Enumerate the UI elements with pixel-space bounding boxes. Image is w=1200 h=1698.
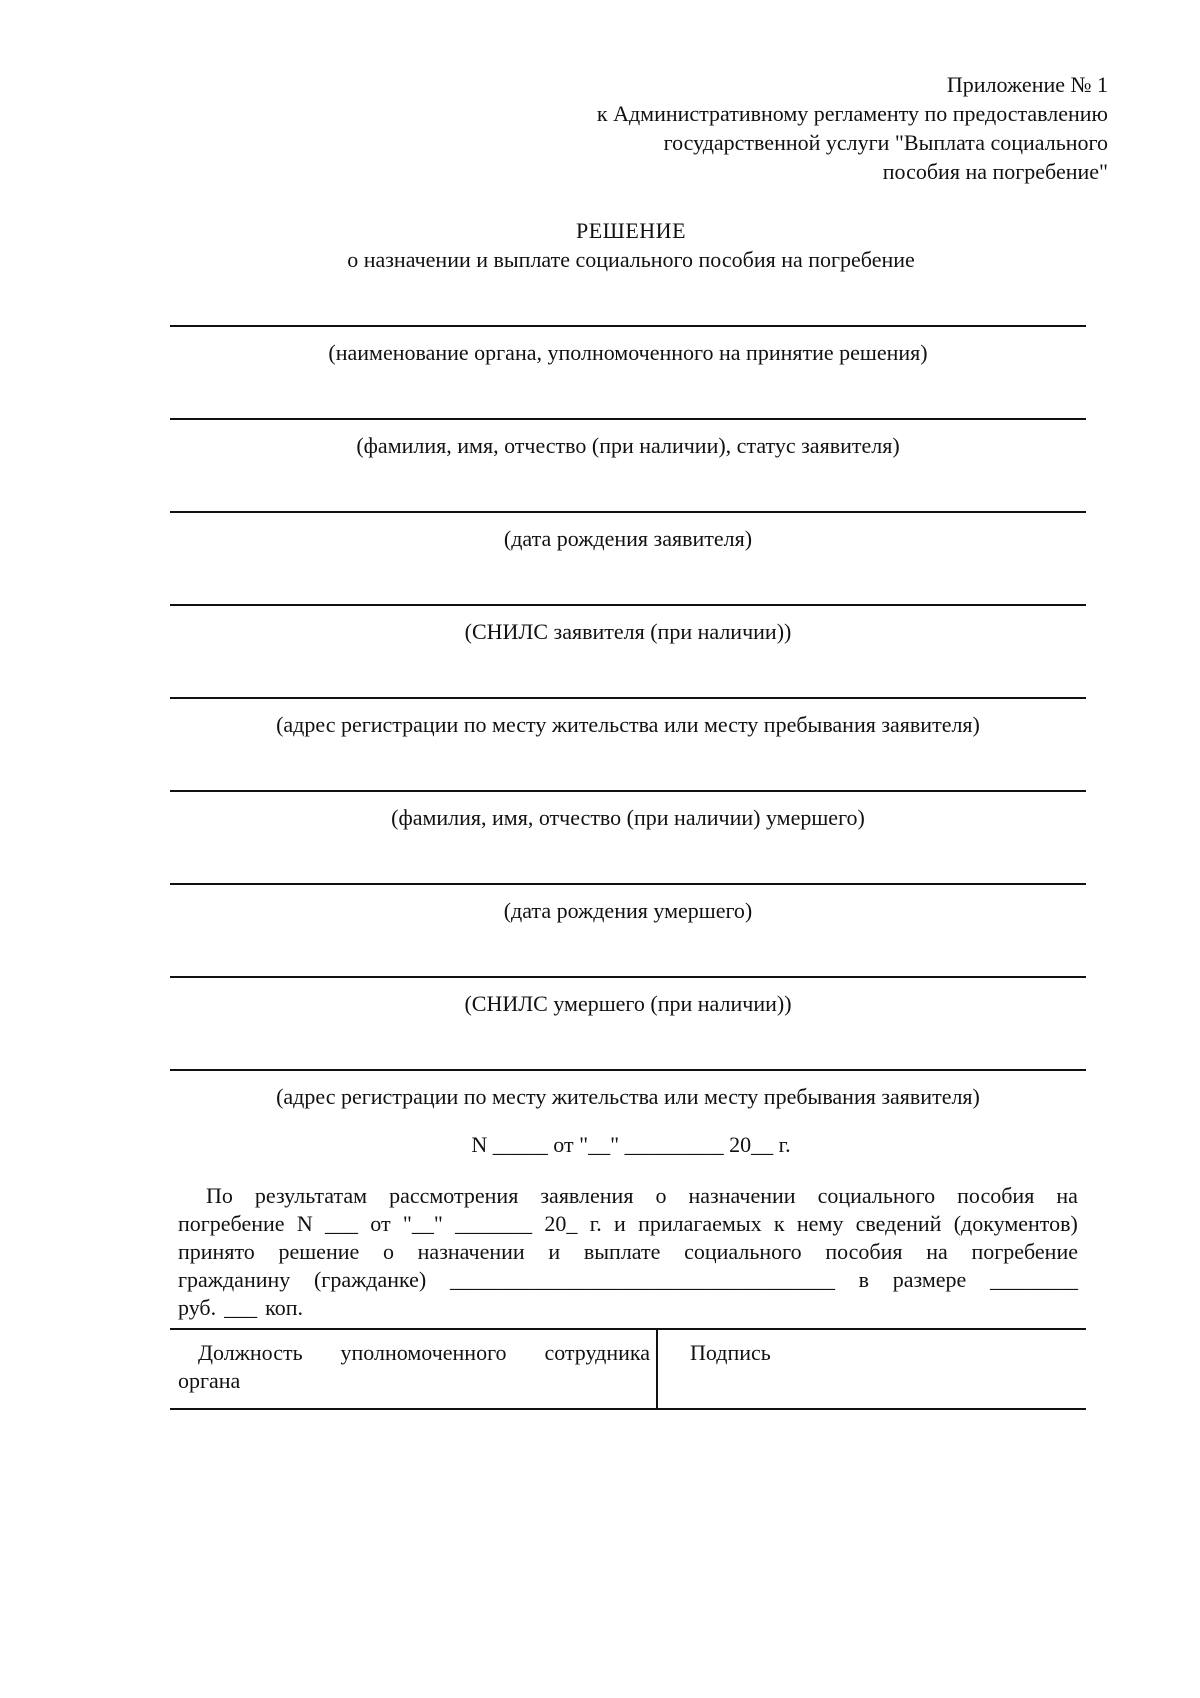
field-registration-address[interactable] xyxy=(170,1069,1086,1110)
fill-in-line[interactable] xyxy=(170,883,1086,885)
field-caption: (адрес регистрации по месту жительства или месту пребывания заявителя) xyxy=(276,1084,980,1109)
recipient-blank[interactable]: ___________________________________ xyxy=(449,1267,835,1292)
field-deceased-snils[interactable] xyxy=(170,976,1086,1017)
document-subtitle: о назначении и выплате социального пособия на погребение xyxy=(347,247,915,272)
appendix-line-4: пособия на погребение" xyxy=(882,159,1108,184)
position-cell[interactable] xyxy=(170,1330,658,1408)
fill-in-line[interactable] xyxy=(170,604,1086,606)
fill-in-line[interactable] xyxy=(170,418,1086,420)
amount-blank[interactable]: ________ xyxy=(990,1267,1078,1292)
field-caption: (СНИЛС умершего (при наличии)) xyxy=(464,991,792,1016)
appendix-line-3: государственной услуги "Выплата социального xyxy=(663,130,1108,155)
field-deceased-name[interactable] xyxy=(170,790,1086,831)
fill-in-line[interactable] xyxy=(170,976,1086,978)
field-caption: (дата рождения заявителя) xyxy=(503,526,753,551)
appendix-line-2: к Административному регламенту по предоставлению xyxy=(596,101,1108,126)
field-applicant-name-status[interactable] xyxy=(170,418,1086,459)
body-line: принято решение о назначении и выплате социального пособия на погребение xyxy=(178,1239,1078,1264)
field-deceased-birth-date[interactable] xyxy=(170,883,1086,924)
field-caption: (фамилия, имя, отчество (при наличии), статус заявителя) xyxy=(356,433,900,458)
kopecks-blank[interactable]: ___ xyxy=(224,1295,258,1320)
field-authority-name[interactable] xyxy=(170,325,1086,366)
position-label-line-2: органа xyxy=(178,1368,241,1393)
body-line: По результатам рассмотрения заявления о назначении социального пособия на xyxy=(206,1183,1078,1208)
body-line: гражданину (гражданке) ___________________________________ в размере ________ xyxy=(178,1267,1078,1292)
field-applicant-snils[interactable] xyxy=(170,604,1086,645)
fill-in-line[interactable] xyxy=(170,1069,1086,1071)
fill-in-line[interactable] xyxy=(170,325,1086,327)
signature-label[interactable]: Подпись xyxy=(690,1340,771,1365)
field-applicant-birth-date[interactable] xyxy=(170,511,1086,552)
fill-in-line[interactable] xyxy=(170,790,1086,792)
appendix-number: Приложение № 1 xyxy=(946,72,1108,97)
fill-in-line[interactable] xyxy=(170,697,1086,699)
field-caption: (дата рождения умершего) xyxy=(503,898,753,923)
appendix-reference xyxy=(468,70,1108,186)
fill-in-line[interactable] xyxy=(170,511,1086,513)
body-line: руб. ___ коп. xyxy=(178,1295,303,1320)
field-applicant-address[interactable] xyxy=(170,697,1086,738)
field-caption: (фамилия, имя, отчество (при наличии) умершего) xyxy=(391,805,865,830)
field-caption: (наименование органа, уполномоченного на принятие решения) xyxy=(328,340,928,365)
position-label: Должность уполномоченного сотрудника xyxy=(198,1340,650,1365)
document-title: РЕШЕНИЕ xyxy=(575,218,687,243)
field-caption: (адрес регистрации по месту жительства или месту пребывания заявителя) xyxy=(276,712,980,737)
decision-body xyxy=(178,1182,1078,1322)
body-line: погребение N ___ от "__" _______ 20_ г. и прилагаемых к нему сведений (документов) xyxy=(178,1211,1078,1236)
field-caption: (СНИЛС заявителя (при наличии)) xyxy=(464,619,792,644)
signature-table xyxy=(170,1328,1086,1410)
decision-number-date: N _____ от "__" _________ 20__ г. xyxy=(471,1132,791,1157)
